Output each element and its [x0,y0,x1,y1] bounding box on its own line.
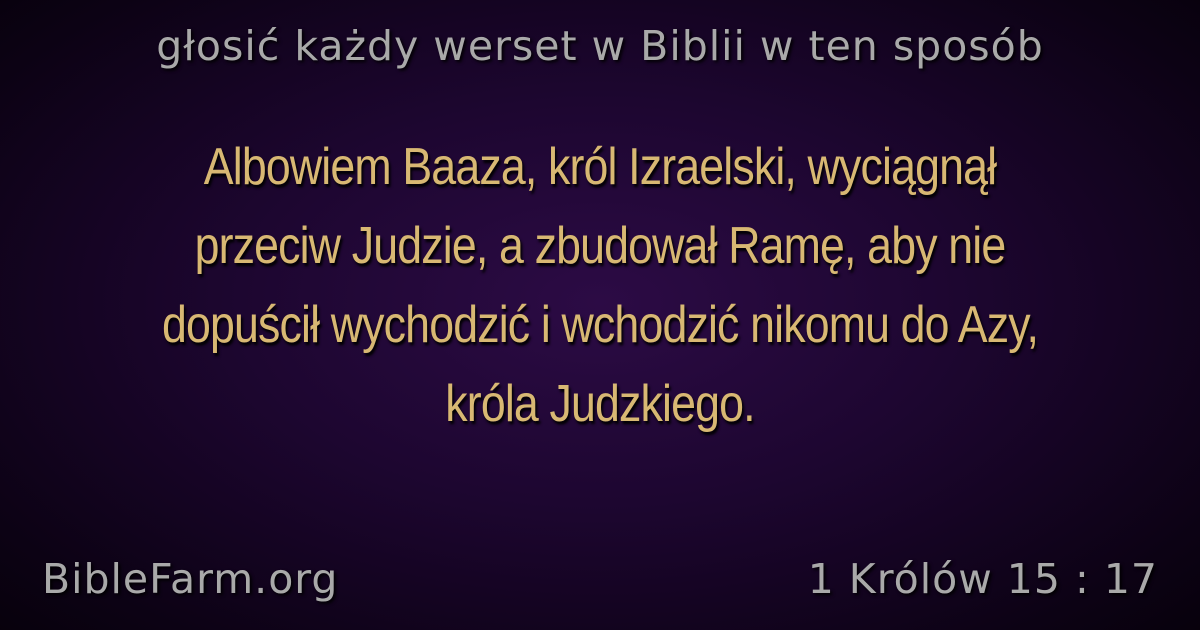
verse-text: Albowiem Baaza, król Izraelski, wyciągnął przeciw Judzie, a zbudował Ramę, aby nie dopuścił wychodzić i wchodzić nikomu do Azy, króla Judzkiego. [161,138,1039,433]
site-name: BibleFarm.org [42,555,339,603]
verse-reference: 1 Królów 15 : 17 [807,555,1158,603]
tagline: głosić każdy werset w Biblii w ten sposób [156,22,1044,70]
